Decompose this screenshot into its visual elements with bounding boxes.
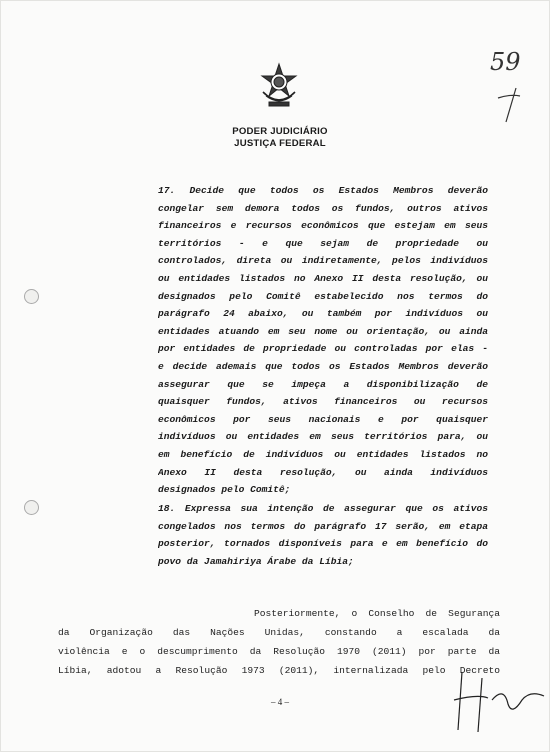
header-line-1: PODER JUDICIÁRIO	[232, 126, 328, 137]
text-line: Posteriormente, o Conselho de Segurança	[254, 608, 500, 619]
resolution-paragraph-18	[158, 500, 488, 570]
page-number: – 4 –	[271, 697, 289, 707]
coat-of-arms-icon	[257, 62, 301, 110]
handwritten-page-number	[476, 38, 536, 130]
svg-text:59: 59	[490, 48, 521, 76]
text-line: em benefício de indivíduos ou entidades listados no	[158, 448, 488, 460]
text-line: quaisquer fundos, ativos financeiros ou recursos	[158, 396, 488, 408]
text-line: por entidades de propriedade ou controladas por elas -	[158, 343, 488, 355]
text-line: indivíduos ou entidades em seus territórios para, ou	[158, 431, 488, 443]
text-line: econômicos por seus nacionais e por quaisquer	[158, 413, 488, 425]
text-line: da Organização das Nações Unidas, constando a escalada da	[58, 627, 500, 638]
text-line: 18. Expressa sua intenção de assegurar que os ativos	[158, 503, 488, 514]
text-line: congelados nos termos do parágrafo 17 serão, em etapa	[158, 520, 488, 532]
main-body-paragraph	[58, 604, 500, 680]
text-line: ou entidades listados no Anexo II desta resolução, ou	[158, 272, 488, 284]
text-line: territórios - e que sejam de propriedade ou	[158, 237, 488, 249]
header-line-2: JUSTIÇA FEDERAL	[234, 138, 326, 149]
binder-hole	[24, 500, 39, 515]
text-line: povo da Jamahiriya Árabe da Líbia;	[158, 555, 354, 567]
text-line: 17. Decide que todos os Estados Membros deverão	[158, 185, 488, 196]
text-line: controlados, direta ou indiretamente, pelos indivíduos	[158, 255, 488, 267]
text-line: designados pelo Comitê estabelecido nos termos do	[158, 290, 488, 302]
text-line: entidades atuando em seu nome ou orientação, ou ainda	[158, 325, 488, 337]
text-line: financeiros e recursos econômicos que estejam em seus	[158, 220, 488, 232]
court-header	[200, 126, 360, 150]
text-line: posterior, tornados disponíveis para e em benefício do	[158, 538, 488, 550]
binder-hole	[24, 289, 39, 304]
text-line: parágrafo 24 abaixo, ou também por indivíduos ou	[158, 308, 488, 320]
text-line: designados pelo Comitê;	[158, 484, 291, 496]
handwritten-mark-icon	[476, 38, 536, 130]
handwritten-signature-icon	[448, 660, 548, 740]
resolution-paragraph-17	[158, 182, 488, 499]
text-line: violência e o descumprimento da Resolução 1970 (2011) por parte da	[58, 646, 500, 657]
text-line: Anexo II desta resolução, ou ainda indivíduos	[158, 466, 488, 478]
text-line: congelar sem demora todos os fundos, outros ativos	[158, 202, 488, 214]
text-line: assegurar que se impeça a disponibilização de	[158, 378, 488, 390]
text-line: e decide ademais que todos os Estados Membros deverão	[158, 360, 488, 372]
text-line: Líbia, adotou a Resolução 1973 (2011), internalizada pelo Decreto	[58, 665, 500, 676]
